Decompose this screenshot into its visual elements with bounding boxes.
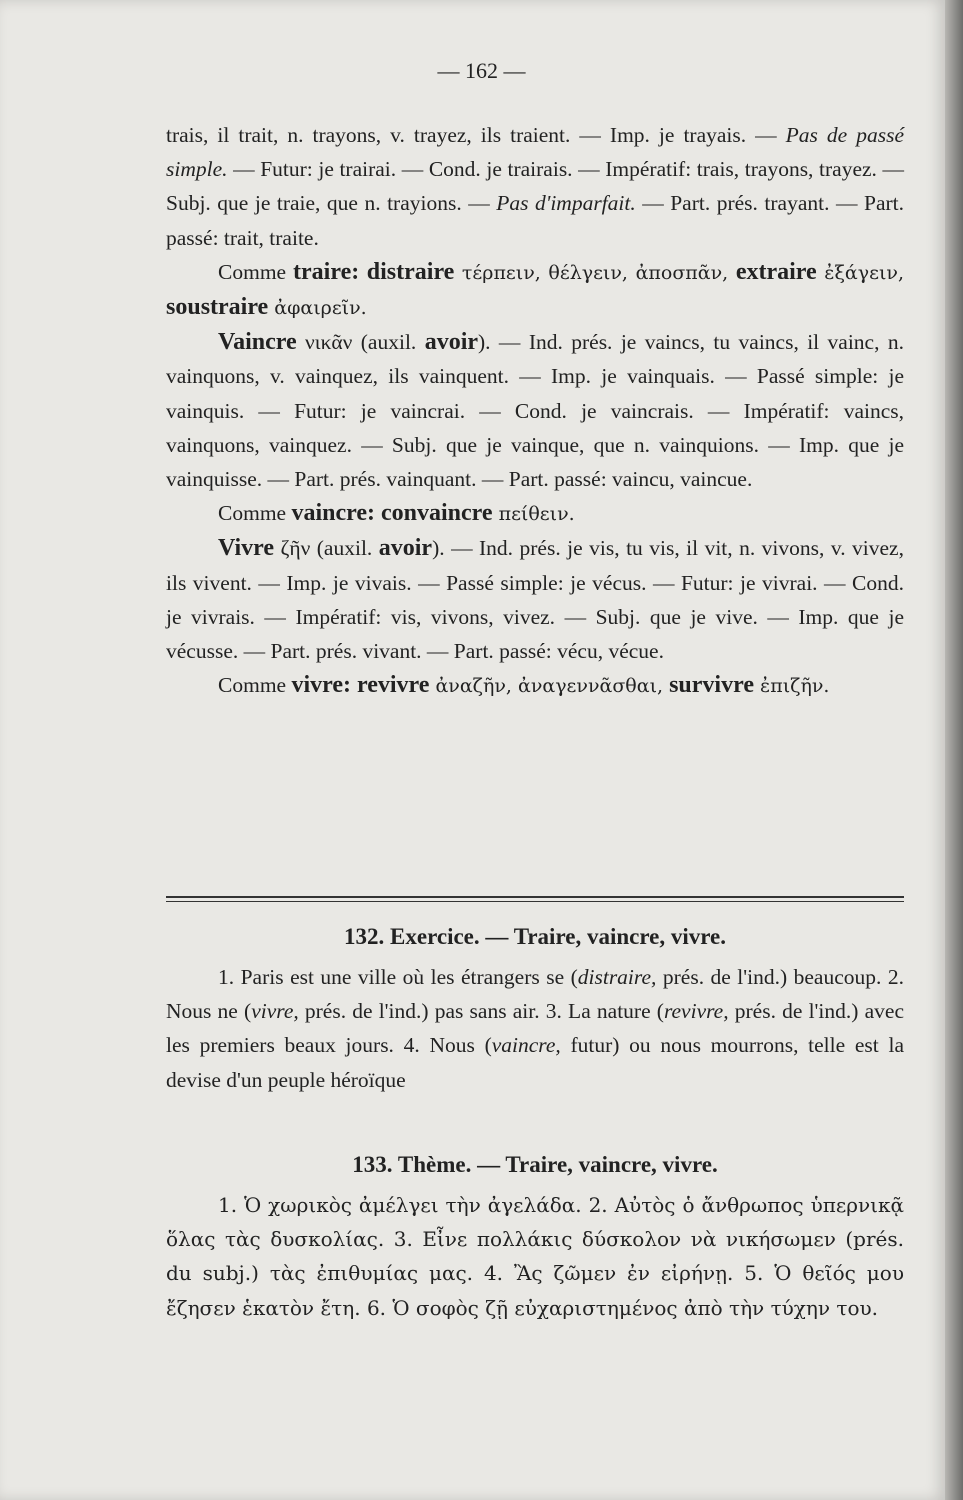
vivre-compounds: Comme vivre: revivre ἀναζῆν, ἀναγεννᾶσθαι, survivre ἐπιζῆν. [218,672,830,699]
theme-section [166,1148,904,1325]
vaincre-compounds: Comme vaincre: convaincre πείθειν. [218,500,575,527]
exercise-heading: 132. Exercice. — Traire, vaincre, vivre. [344,924,726,949]
page-edge [945,0,963,1500]
page-number: — 162 — [437,58,526,83]
exercise-body: 1. Paris est une ville où les étrangers se (distraire, prés. de l'ind.) beaucoup. 2. Nous ne (vivre, prés. de l'ind.) pas sans air. 3. La nature (revivre, prés. de l'ind.) avec les premiers beaux jours. 4. Nous (vaincre, futur) ou nous mourrons, telle est la devise d'un peuple héroïque [166,965,904,1092]
exercise-section [166,920,904,1097]
traire-compounds: Comme traire: distraire τέρπειν, θέλγειν, ἀποσπᾶν, extraire ἐξάγειν, soustraire ἀφαιρεῖν. [166,258,904,321]
theme-body: 1. Ὁ χωρικὸς ἀμέλγει τὴν ἀγελάδα. 2. Αὐτὸς ὁ ἄνθρωπος ὑπερνικᾷ ὅλας τὰς δυσκολίας. 3. Εἶνε πολλάκις δύσκολον νὰ νικήσωμεν (prés. du subj.) τὰς ἐπιθυμίας μας. 4. Ἂς ζῶμεν ἐν εἰρήνῃ. 5. Ὁ θεῖός μου ἔζησεν ἑκατὸν ἔτη. 6. Ὁ σοφὸς ζῇ εὐχαριστημένος ἀπὸ τὴν τύχην του. [166,1193,904,1320]
section-divider [166,896,904,902]
conjugation-text [166,118,904,703]
theme-heading: 133. Thème. — Traire, vaincre, vivre. [352,1152,718,1177]
traire-conjugation: trais, il trait, n. trayons, v. trayez, ils traient. — Imp. je trayais. — Pas de passé simple. — Futur: je trairai. — Cond. je trairais. — Impératif: trais, trayons, trayez. — Subj. que je traie, que n. trayions. — Pas d'imparfait. — Part. prés. trayant. — Part. passé: trait, traite. [166,123,904,250]
vivre-conjugation: Vivre ζῆν (auxil. avoir). — Ind. prés. je vis, tu vis, il vit, n. vivons, v. vivez, ils vivent. — Imp. je vivais. — Passé simple: je vécus. — Futur: je vivrai. — Cond. je vivrais. — Impératif: vis, vivons, vivez. — Subj. que je vive. — Imp. que je vécusse. — Part. prés. vivant. — Part. passé: vécu, vécue. [166,535,904,664]
vaincre-conjugation: Vaincre νικᾶν (auxil. avoir). — Ind. prés. je vaincs, tu vaincs, il vainc, n. vainquons, v. vainquez, ils vainquent. — Imp. je vainquais. — Passé simple: je vainquis. — Futur: je vaincrai. — Cond. je vaincrais. — Impératif: vaincs, vainquons, vainquez. — Subj. que je vainque, que n. vainquions. — Imp. que je vainquisse. — Part. prés. vainquant. — Part. passé: vaincu, vaincue. [166,329,904,492]
